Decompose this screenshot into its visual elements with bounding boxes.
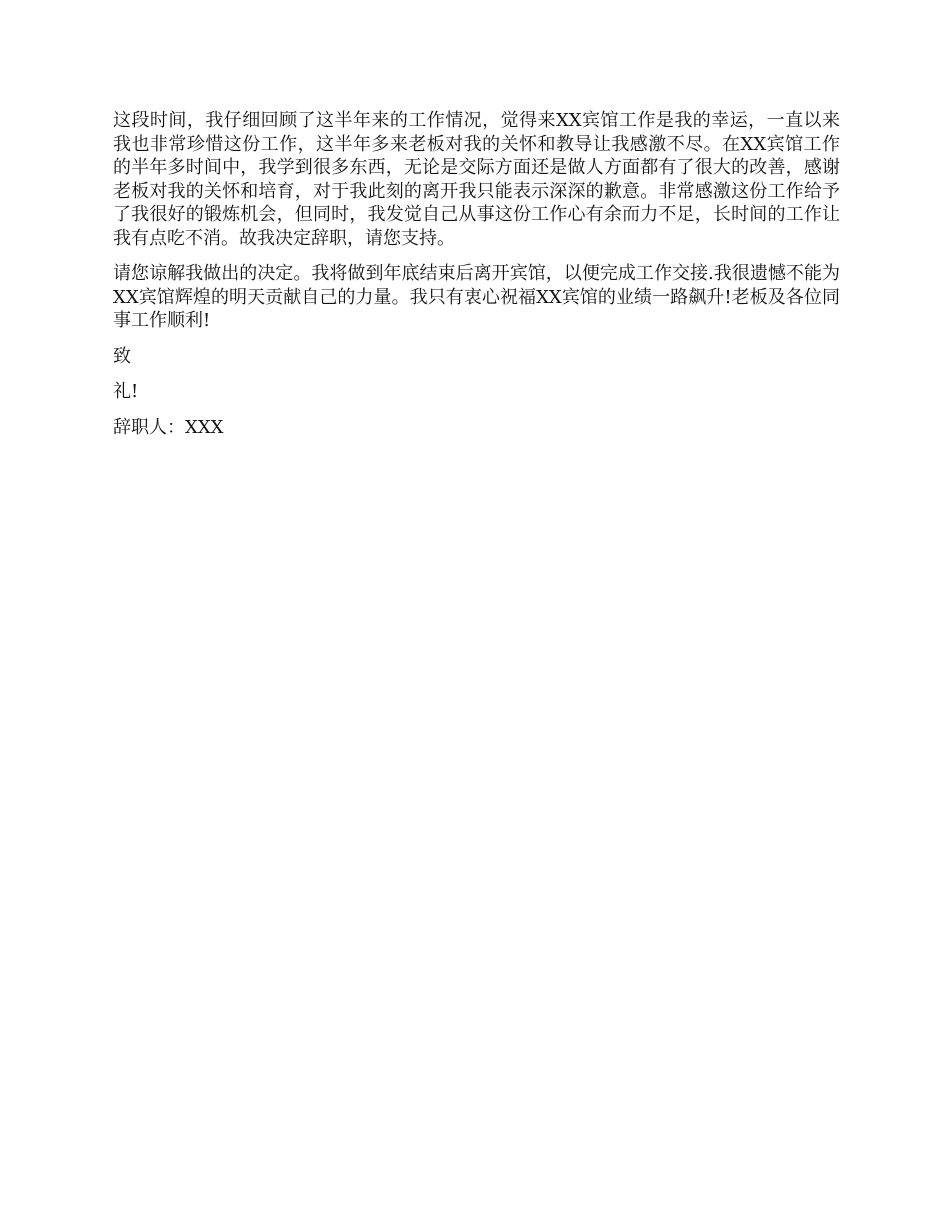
body-paragraph-1: 这段时间，我仔细回顾了这半年来的工作情况，觉得来XX宾馆工作是我的幸运，一直以来我也非常珍惜这份工作，这半年多来老板对我的关怀和教导让我感激不尽。在XX宾馆工作的半年多时间中，我学到很多东西，无论是交际方面还是做人方面都有了很大的改善，感谢老板对我的关怀和培育，对于我此刻的离开我只能表示深深的歉意。非常感激这份工作给予了我很好的锻炼机会，但同时，我发觉自己从事这份工作心有余而力不足，长时间的工作让我有点吃不消。故我决定辞职，请您支持。	[113, 110, 840, 249]
resignation-letter	[113, 109, 840, 439]
signature-line: 辞职人：XXX	[113, 416, 224, 438]
closing-salutation: 致	[113, 345, 131, 367]
closing-regards: 礼!	[113, 381, 139, 402]
body-paragraph-2: 请您谅解我做出的决定。我将做到年底结束后离开宾馆，以便完成工作交接.我很遗憾不能为XX宾馆辉煌的明天贡献自己的力量。我只有衷心祝福XX宾馆的业绩一路飙升!老板及各位同事工作顺利!	[113, 263, 840, 331]
